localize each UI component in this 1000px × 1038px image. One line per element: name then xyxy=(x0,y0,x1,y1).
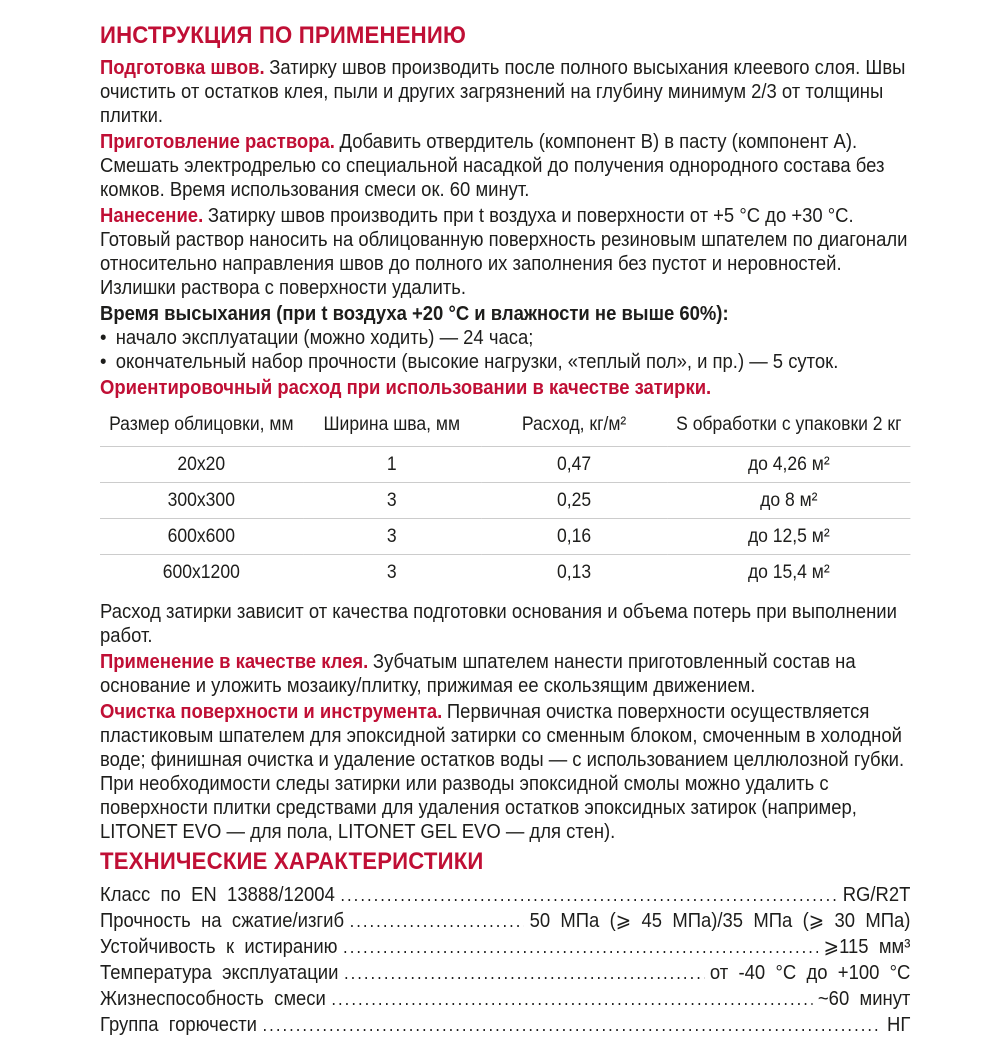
consumption-table xyxy=(100,408,910,590)
paragraph-lead: Очистка поверхности и инструмента. xyxy=(100,701,443,723)
table-row xyxy=(100,483,910,519)
list-item-text: начало эксплуатации (можно ходить) — 24 часа; xyxy=(115,327,534,349)
table-cell: до 15,4 м² xyxy=(747,562,830,583)
consumption-heading: Ориентировочный расход при использовании в качестве затирки. xyxy=(100,377,712,399)
table-cell: до 8 м² xyxy=(667,483,910,519)
table-cell: 0,47 xyxy=(481,447,667,483)
spec-row xyxy=(100,986,910,1012)
bullet-icon: • xyxy=(100,327,107,349)
spec-row xyxy=(100,934,910,960)
paragraph-application xyxy=(100,204,910,300)
page-title: ИНСТРУКЦИЯ ПО ПРИМЕНЕНИЮ xyxy=(100,22,466,49)
table-header-cell: S обработки с упаковки 2 кг xyxy=(667,408,910,447)
table-cell: 0,16 xyxy=(481,519,667,555)
paragraph-text: Добавить отвердитель (компонент В) в пасту (компонент А). Смешать электродрелью со специальной насадкой до получения однородного состава без комков. Время использования смеси ок. 60 минут. xyxy=(100,131,885,201)
dot-leader xyxy=(350,908,524,934)
table-row xyxy=(100,519,910,555)
table-cell: 0,25 xyxy=(481,483,667,519)
paragraph-mortar-mixing xyxy=(100,130,910,202)
spec-value: от -40 °C до +100 °C xyxy=(709,962,911,984)
table-cell: 20x20 xyxy=(100,447,303,483)
table-cell: до 4,26 м² xyxy=(667,447,910,483)
table-cell: 0,13 xyxy=(557,562,592,583)
spec-label: Прочность на сжатие/изгиб xyxy=(100,910,345,932)
spec-row xyxy=(100,882,910,908)
bullet-icon: • xyxy=(100,351,107,373)
spec-label: Группа горючести xyxy=(100,1014,257,1036)
table-row xyxy=(100,447,910,483)
spec-label: Температура эксплуатации xyxy=(100,962,339,984)
table-row xyxy=(100,555,910,591)
table-cell: 3 xyxy=(303,483,481,519)
paragraph-lead: Нанесение. xyxy=(100,205,204,227)
table-header-cell: Размер облицовки, мм xyxy=(100,408,303,447)
table-cell: до 12,5 м² xyxy=(667,519,910,555)
paragraph-adhesive-use xyxy=(100,650,910,698)
spec-row xyxy=(100,908,910,934)
spec-value: ⩾115 мм³ xyxy=(823,936,911,958)
dot-leader xyxy=(340,882,837,908)
spec-label: Жизнеспособность смеси xyxy=(100,988,326,1010)
dot-leader xyxy=(263,1012,882,1038)
paragraph-text: Первичная очистка поверхности осуществляется пластиковым шпателем для эпоксидной затирки со сменным блоком, смоченным в холодной воде; финишная очистка и удаление остатков воды — с использованием целлюлозной губки. При необходимости следы затирки или разводы эпоксидной смолы можно удалить с поверхности плитки средствами для удаления остатков эпоксидных затирок (например, LITONET EVO — для пола, LITONET GEL EVO — для стен). xyxy=(100,701,905,843)
paragraph-text: Зубчатым шпателем нанести приготовленный состав на основание и уложить мозаику/плитку, прижимая ее скользящим движением. xyxy=(100,651,856,697)
table-cell: 600x1200 xyxy=(162,562,240,583)
specs-title: ТЕХНИЧЕСКИЕ ХАРАКТЕРИСТИКИ xyxy=(100,848,484,875)
dot-leader xyxy=(344,960,704,986)
paragraph-lead: Применение в качестве клея. xyxy=(100,651,369,673)
paragraph-text: Затирку швов производить при t воздуха и поверхности от +5 °C до +30 °C. Готовый раствор наносить на облицованную поверхность резиновым шпателем по диагонали относительно направления швов до полного их заполнения без пустот и неровностей. Излишки раствора с поверхности удалить. xyxy=(100,205,908,299)
spec-row xyxy=(100,960,910,986)
dot-leader xyxy=(343,934,818,960)
spec-label: Устойчивость к истиранию xyxy=(100,936,338,958)
table-header-cell: Ширина шва, мм xyxy=(303,408,481,447)
spec-row xyxy=(100,1012,910,1038)
spec-value: НГ xyxy=(887,1014,911,1036)
drying-time-heading: Время высыхания (при t воздуха +20 °C и влажности не выше 60%): xyxy=(100,303,729,325)
paragraph-cleaning xyxy=(100,700,910,844)
paragraph-lead: Приготовление раствора. xyxy=(100,131,335,153)
paragraph-lead: Подготовка швов. xyxy=(100,57,265,79)
document-page xyxy=(100,22,910,1038)
list-item-text: окончательный набор прочности (высокие нагрузки, «теплый пол», и пр.) — 5 суток. xyxy=(115,351,839,373)
table-cell: 600x600 xyxy=(100,519,303,555)
spec-value: ~60 минут xyxy=(817,988,911,1010)
spec-label: Класс по EN 13888/12004 xyxy=(100,884,335,906)
spec-value: RG/R2T xyxy=(842,884,911,906)
table-header-cell: Расход, кг/м² xyxy=(481,408,667,447)
table-cell: 3 xyxy=(303,519,481,555)
list-item xyxy=(100,326,910,350)
table-cell: 3 xyxy=(386,562,397,583)
table-cell: 300x300 xyxy=(100,483,303,519)
list-item xyxy=(100,350,910,374)
paragraph-text: Затирку швов производить после полного высыхания клеевого слоя. Швы очистить от остатков клея, пыли и других загрязнений на глубину минимум 2/3 от толщины плитки. xyxy=(100,57,906,127)
table-cell: 1 xyxy=(303,447,481,483)
dot-leader xyxy=(331,986,812,1012)
table-header-row xyxy=(100,408,910,447)
spec-value: 50 МПа (⩾ 45 МПа)/35 МПа (⩾ 30 МПа) xyxy=(529,910,911,932)
consumption-note: Расход затирки зависит от качества подготовки основания и объема потерь при выполнении работ. xyxy=(100,601,897,647)
paragraph-joint-preparation xyxy=(100,56,910,128)
